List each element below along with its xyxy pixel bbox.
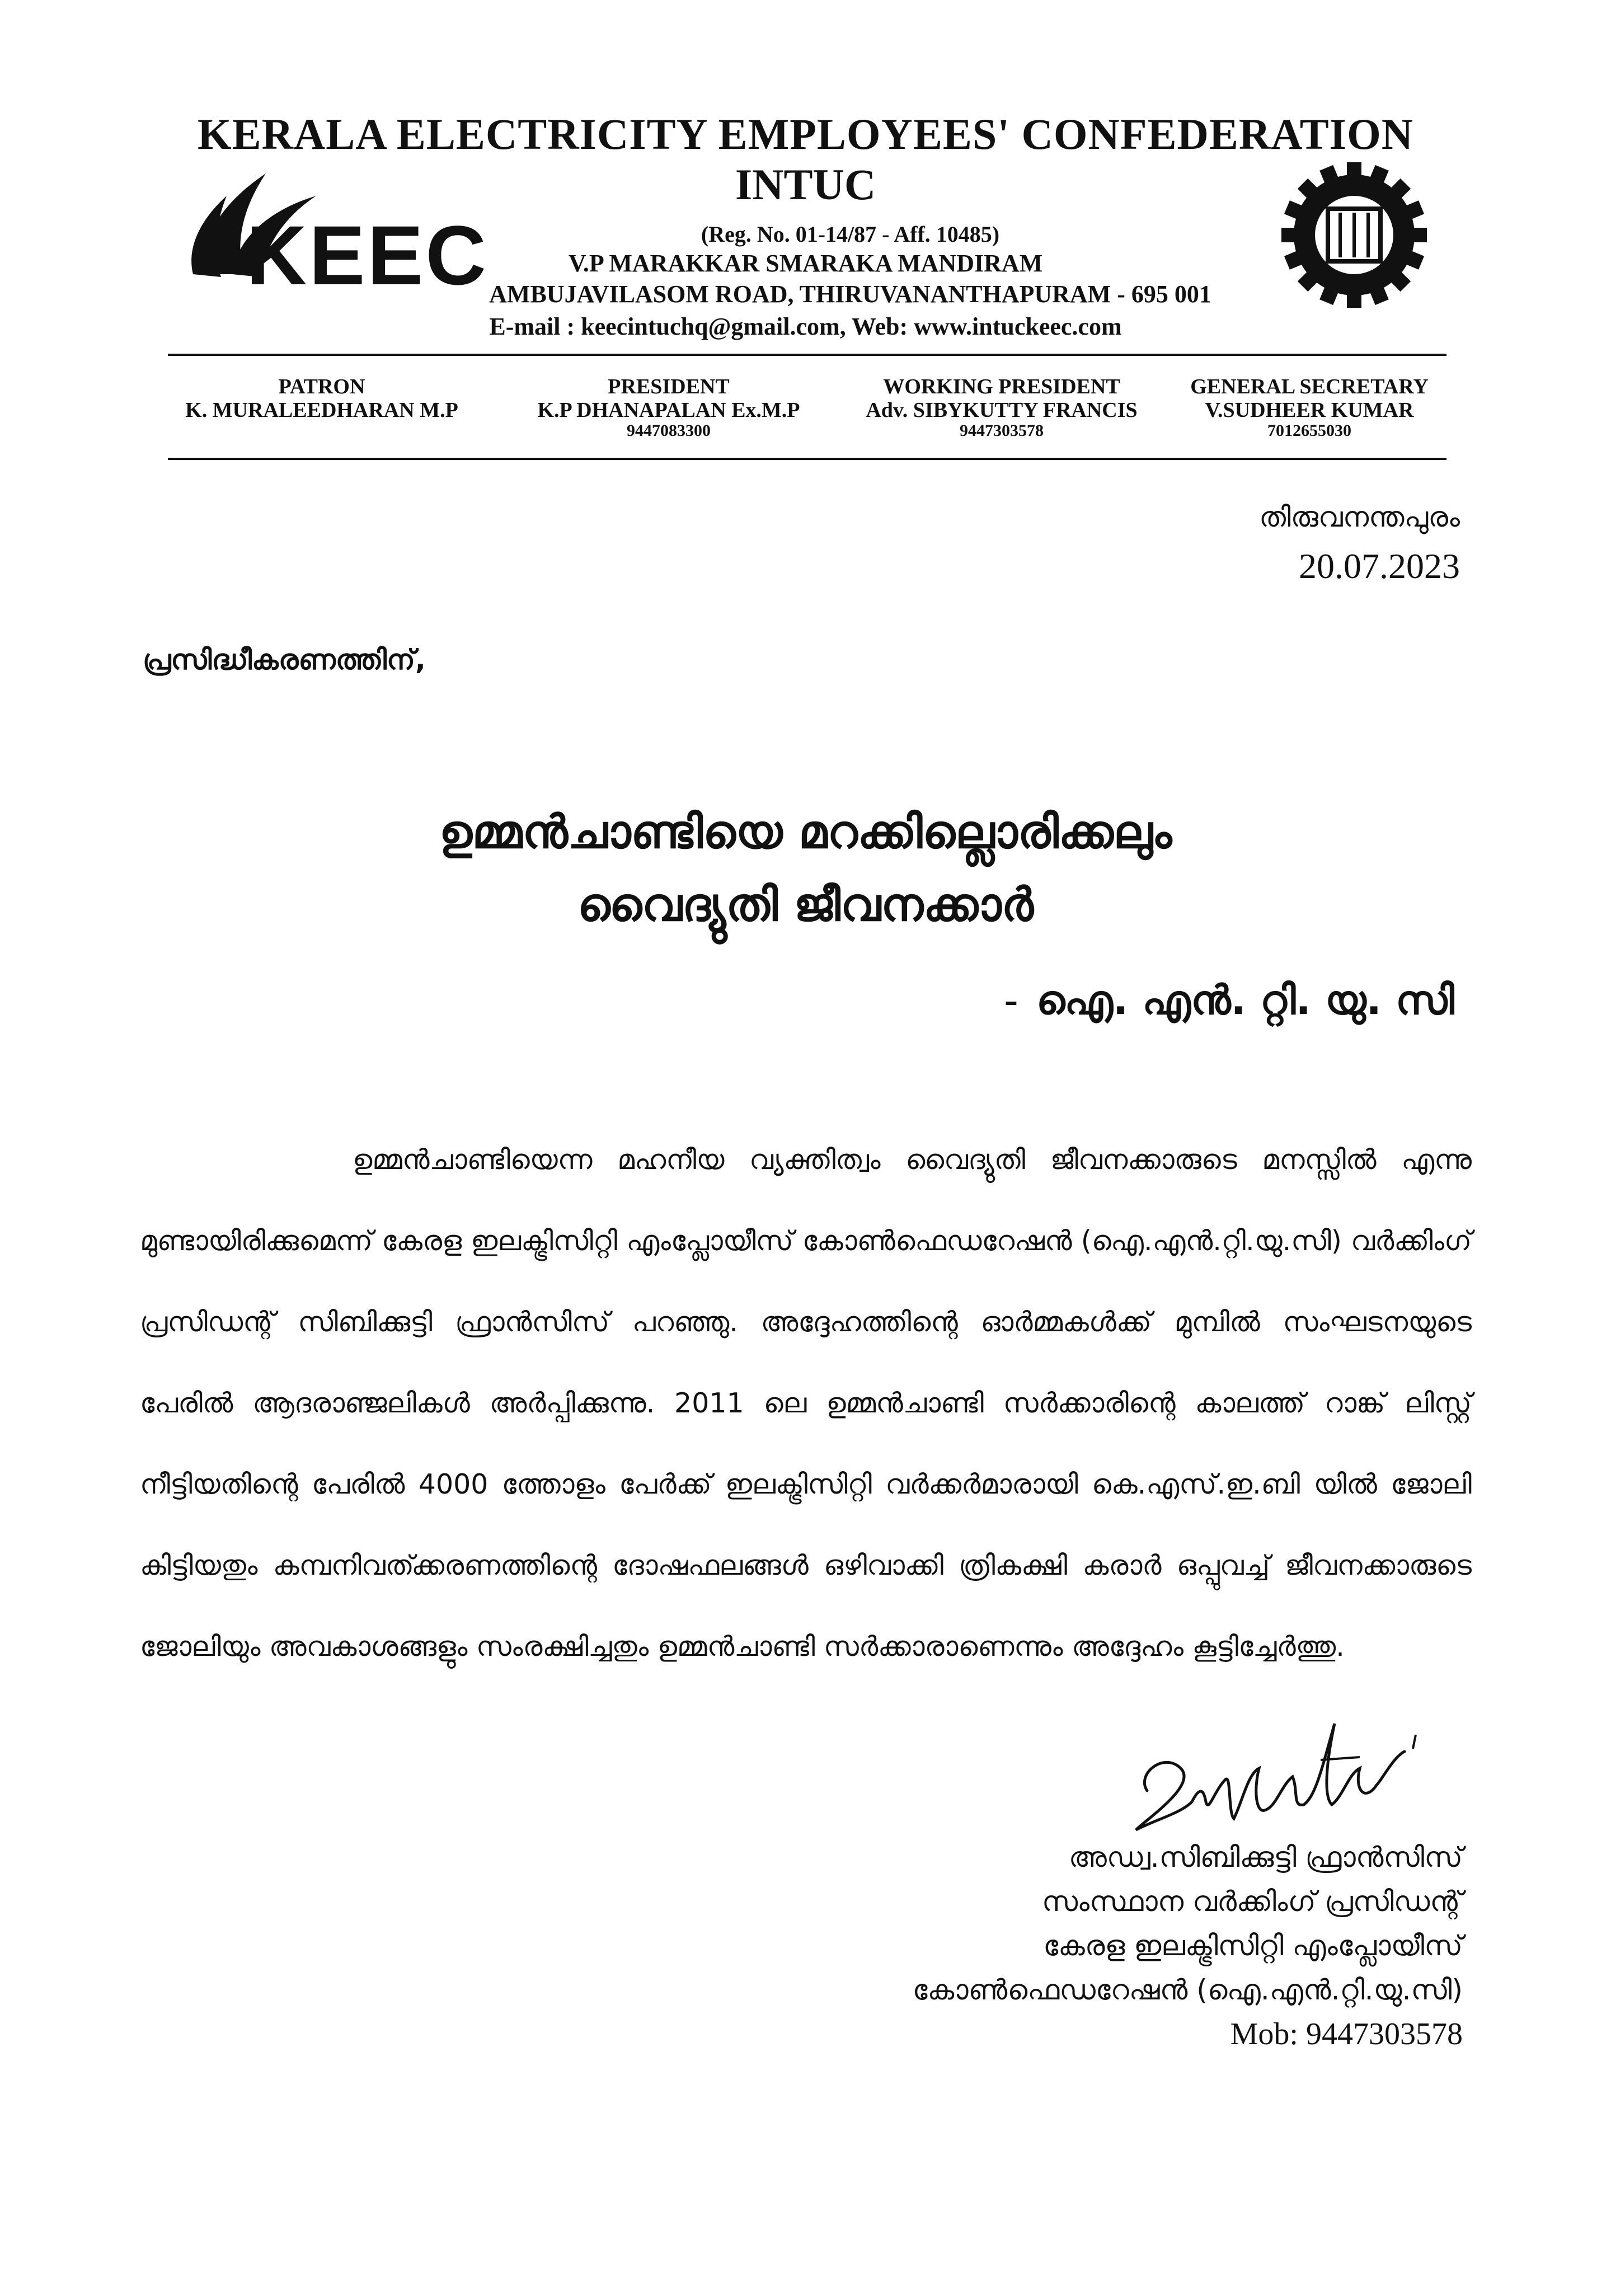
organization-affiliation: INTUC <box>735 160 876 209</box>
office-bearer-president <box>506 375 831 440</box>
office-bearer-patron <box>168 375 476 422</box>
signatory-block <box>913 1835 1463 2056</box>
signatory-title: സംസ്ഥാന വർക്കിംഗ് പ്രസിഡന്റ് <box>1041 1885 1463 1918</box>
byline: ഐ. എൻ. റ്റി. യു. സി <box>1036 976 1454 1023</box>
body-paragraph: ഉമ്മൻചാണ്ടിയെന്ന മഹനീയ വ്യക്തിത്വം വൈദ്യുതി ജീവനക്കാരുടെ മനസ്സിൽ എന്നു മുണ്ടായിരിക്കുമെന്ന് കേരള ഇലക്ട്രിസിറ്റി എംപ്ലോയീസ് കോൺഫെഡറേഷൻ (ഐ.എൻ.റ്റി.യു.സി) വർക്കിംഗ് പ്രസിഡന്റ് സിബിക്കുട്ടി ഫ്രാൻസിസ് പറഞ്ഞു. അദ്ദേഹത്തിന്റെ ഓർമ്മകൾക്ക് മുമ്പിൽ സംഘടനയുടെ പേരിൽ ആദരാഞ്ജലികൾ അർപ്പിക്കുന്നു. 2011 ലെ ഉമ്മൻചാണ്ടി സർക്കാരിന്റെ കാലത്ത് റാങ്ക് ലിസ്റ്റ് നീട്ടിയതിന്റെ പേരിൽ 4000 ത്തോളം പേർക്ക് ഇലക്ട്രിസിറ്റി വർക്കർമാരായി കെ.എസ്.ഇ.ബി യിൽ ജോലി കിട്ടിയതും കമ്പനിവത്ക്കരണത്തിന്റെ ദോഷഫലങ്ങൾ ഒഴിവാക്കി ത്രികക്ഷി കരാർ ഒപ്പുവച്ച് ജീവനക്കാരുടെ ജോലിയും അവകാശങ്ങളും സംരക്ഷിച്ചതും ഉമ്മൻചാണ്ടി സർക്കാരാണെന്നും അദ്ദേഹം കൂട്ടിച്ചേർത്തു. <box>140 1144 1472 1663</box>
date: 20.07.2023 <box>1299 546 1460 586</box>
bearer-role: WORKING PRESIDENT <box>883 375 1120 398</box>
organization-name: KERALA ELECTRICITY EMPLOYEES' CONFEDERATION <box>197 110 1414 158</box>
office-bearer-working-president <box>834 375 1169 440</box>
headline-line-1: ഉമ്മൻചാണ്ടിയെ മറക്കില്ലൊരിക്കലും <box>439 806 1172 859</box>
logo-wordmark: KEEC <box>246 208 489 302</box>
registration-number: (Reg. No. 01-14/87 - Aff. 10485) <box>701 222 1000 247</box>
contact-line: E-mail : keecintuchq@gmail.com, Web: www.intuckeec.com <box>489 313 1122 340</box>
signatory-org-line-1: കേരള ഇലക്ട്രിസിറ്റി എംപ്ലോയീസ് <box>1043 1929 1463 1962</box>
bearer-role: PATRON <box>278 375 365 398</box>
byline-dash: - <box>1004 977 1018 1022</box>
address-line-2: AMBUJAVILASOM ROAD, THIRUVANANTHAPURAM - 695 001 <box>489 280 1211 308</box>
bearer-name: K. MURALEEDHARAN M.P <box>185 398 458 422</box>
place: തിരുവനന്തപുരം <box>1259 501 1460 533</box>
bearer-role: PRESIDENT <box>608 375 730 398</box>
signatory-name: അഡ്വ.സിബിക്കുട്ടി ഫ്രാൻസിസ് <box>1068 1841 1463 1874</box>
bearer-phone: 9447083300 <box>627 421 711 440</box>
bearer-name: V.SUDHEER KUMAR <box>1205 398 1414 422</box>
bearer-name: Adv. SIBYKUTTY FRANCIS <box>866 398 1138 422</box>
signatory-org-line-2: കോൺഫെഡറേഷൻ (ഐ.എൻ.റ്റി.യു.സി) <box>912 1974 1463 2006</box>
header-divider-bottom <box>168 458 1446 460</box>
bearer-role: GENERAL SECRETARY <box>1190 375 1429 398</box>
bearer-phone: 7012655030 <box>1267 421 1351 440</box>
header-divider-top <box>168 354 1446 356</box>
office-bearer-general-secretary <box>1164 375 1455 440</box>
headline-line-2: വൈദ്യുതി ജീവനക്കാർ <box>577 879 1034 932</box>
signatory-mobile: Mob: 9447303578 <box>1230 2017 1463 2051</box>
address-line-1: V.P MARAKKAR SMARAKA MANDIRAM <box>568 250 1043 277</box>
bearer-phone: 9447303578 <box>960 421 1044 440</box>
salutation: പ്രസിദ്ധീകരണത്തിന്, <box>143 644 426 676</box>
bearer-name: K.P DHANAPALAN Ex.M.P <box>537 398 800 422</box>
